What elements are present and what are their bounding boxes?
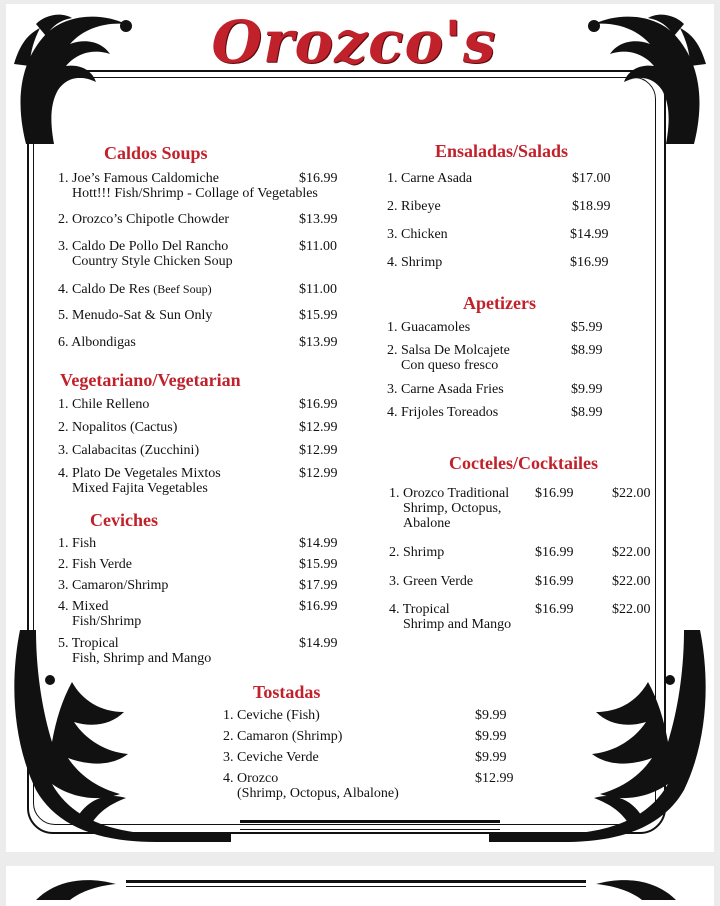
- list-item: 2. Orozco’s Chipotle Chowder: [58, 212, 230, 227]
- list-item: 3. Green Verde: [389, 574, 474, 589]
- item-price: $16.99: [570, 255, 609, 270]
- list-item: 5. Tropical Fish, Shrimp and Mango: [58, 636, 212, 666]
- item-price-small: $16.99: [535, 545, 574, 560]
- item-price: $16.99: [299, 171, 338, 186]
- item-price-small: $16.99: [535, 574, 574, 589]
- list-item: 4. Tropical Shrimp and Mango: [389, 602, 512, 632]
- list-item: 4. Frijoles Toreados: [387, 405, 499, 420]
- list-item: 1. Joe’s Famous Caldomiche Hott!!! Fish/Shrimp - Collage of Vegetables: [58, 171, 318, 201]
- section-title-caldos: Caldos Soups: [104, 143, 208, 163]
- item-price: $13.99: [299, 212, 338, 227]
- item-price: $16.99: [299, 599, 338, 614]
- section-title-apetizers: Apetizers: [463, 293, 536, 313]
- item-price: $12.99: [299, 443, 338, 458]
- section-title-tostadas: Tostadas: [253, 682, 321, 702]
- list-item: 2. Nopalitos (Cactus): [58, 420, 178, 435]
- list-item: 5. Menudo-Sat & Sun Only: [58, 308, 213, 323]
- list-item: 1. Chile Relleno: [58, 397, 150, 412]
- item-price: $15.99: [299, 557, 338, 572]
- item-price: $9.99: [475, 729, 507, 744]
- list-item: 3. Caldo De Pollo Del Rancho Country Style Chicken Soup: [58, 239, 233, 269]
- list-item: 4. Shrimp: [387, 255, 443, 270]
- list-item: 3. Ceviche Verde: [223, 750, 319, 765]
- item-price: $14.99: [299, 536, 338, 551]
- item-price: $12.99: [299, 420, 338, 435]
- bottom-border-bar: [240, 820, 500, 830]
- list-item: 2. Ribeye: [387, 199, 441, 214]
- item-price-large: $22.00: [612, 602, 651, 617]
- section-title-ensaladas: Ensaladas/Salads: [435, 141, 569, 161]
- list-item: 1. Guacamoles: [387, 320, 471, 335]
- list-item: 1. Carne Asada: [387, 171, 473, 186]
- list-item: 3. Carne Asada Fries: [387, 382, 504, 397]
- item-price: $5.99: [571, 320, 603, 335]
- restaurant-title: Orozco's: [211, 8, 497, 76]
- list-item: 2. Fish Verde: [58, 557, 133, 572]
- item-price: $8.99: [571, 343, 603, 358]
- item-price: $9.99: [475, 750, 507, 765]
- item-price: $11.00: [299, 282, 337, 297]
- item-price-large: $22.00: [612, 574, 651, 589]
- item-price: $12.99: [475, 771, 514, 786]
- item-price: $17.99: [299, 578, 338, 593]
- item-price-small: $16.99: [535, 486, 574, 501]
- list-item: 1. Fish: [58, 536, 97, 551]
- list-item: 3. Chicken: [387, 227, 448, 242]
- list-item: 3. Calabacitas (Zucchini): [58, 443, 200, 458]
- item-price: $17.00: [572, 171, 611, 186]
- item-price: $14.99: [299, 636, 338, 651]
- list-item: 2. Salsa De Molcajete Con queso fresco: [387, 343, 510, 373]
- section-title-ceviches: Ceviches: [90, 510, 158, 530]
- item-price: $9.99: [571, 382, 603, 397]
- list-item: 1. Ceviche (Fish): [223, 708, 320, 723]
- item-price: $16.99: [299, 397, 338, 412]
- list-item: 3. Camaron/Shrimp: [58, 578, 169, 593]
- section-title-cocteles: Cocteles/Cocktailes: [449, 453, 598, 473]
- list-item: 6. Albondigas: [58, 335, 136, 350]
- section-title-vegetariano: Vegetariano/Vegetarian: [60, 370, 241, 390]
- item-price-large: $22.00: [612, 545, 651, 560]
- list-item: 2. Camaron (Shrimp): [223, 729, 343, 744]
- list-item: 4. Plato De Vegetales Mixtos Mixed Fajita Vegetables: [58, 466, 221, 496]
- item-price: $18.99: [572, 199, 611, 214]
- item-price: $15.99: [299, 308, 338, 323]
- list-item: 1. Orozco Traditional Shrimp, Octopus, Abalone: [389, 486, 510, 531]
- item-price-small: $16.99: [535, 602, 574, 617]
- list-item: 2. Shrimp: [389, 545, 445, 560]
- item-price: $13.99: [299, 335, 338, 350]
- item-price: $8.99: [571, 405, 603, 420]
- item-price-large: $22.00: [612, 486, 651, 501]
- list-item: 4. Caldo De Res (Beef Soup): [58, 282, 212, 297]
- item-price: $14.99: [570, 227, 609, 242]
- item-price: $12.99: [299, 466, 338, 481]
- item-price: $11.00: [299, 239, 337, 254]
- item-price: $9.99: [475, 708, 507, 723]
- flourish-ornament-icon: [484, 620, 714, 848]
- flourish-ornament-icon: [36, 874, 676, 900]
- list-item: 4. Orozco (Shrimp, Octopus, Albalone): [223, 771, 399, 801]
- list-item: 4. Mixed Fish/Shrimp: [58, 599, 142, 629]
